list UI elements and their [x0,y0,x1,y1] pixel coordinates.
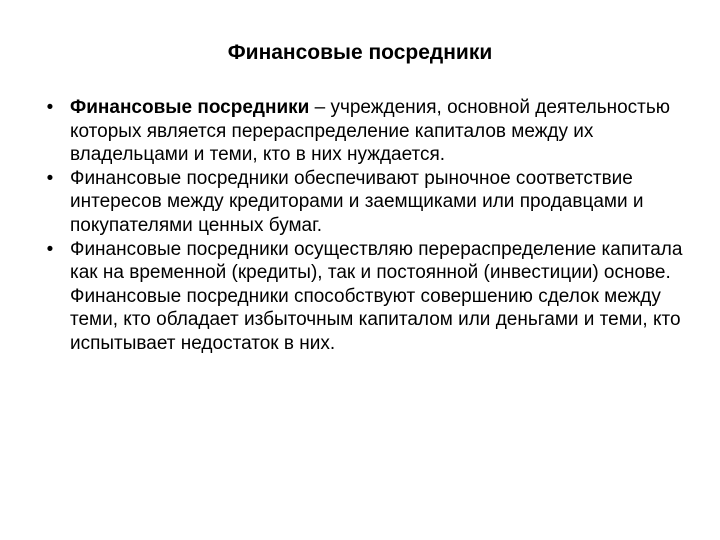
bullet-text: Финансовые посредники осуществляю перераспределение капитала как на временной (кредиты), так и постоянной (инвестиции) основе. Финансовые посредники способствуют совершению сделок между теми, кто обладает избыточным капиталом или деньгами и теми, кто испытывает недостаток в них. [70,238,683,354]
bullet-icon: • [46,167,54,189]
bullet-term: Финансовые посредники [70,97,310,118]
bullet-item-3 [40,238,690,356]
bullet-icon: • [46,238,54,260]
bullet-text: Финансовые посредники обеспечивают рыночное соответствие интересов между кредиторами и заемщиками или продавцами и покупателями ценных бумаг. [70,167,644,236]
bullet-list [40,96,690,356]
bullet-item-1 [40,96,690,167]
bullet-text: – учреждения, основной деятельностью которых является перераспределение капиталов между их владельцами и теми, кто в них нуждается. [70,97,671,166]
bullet-icon: • [46,97,54,118]
bullet-item-2 [40,167,690,238]
slide-title: Финансовые посредники [227,41,493,64]
